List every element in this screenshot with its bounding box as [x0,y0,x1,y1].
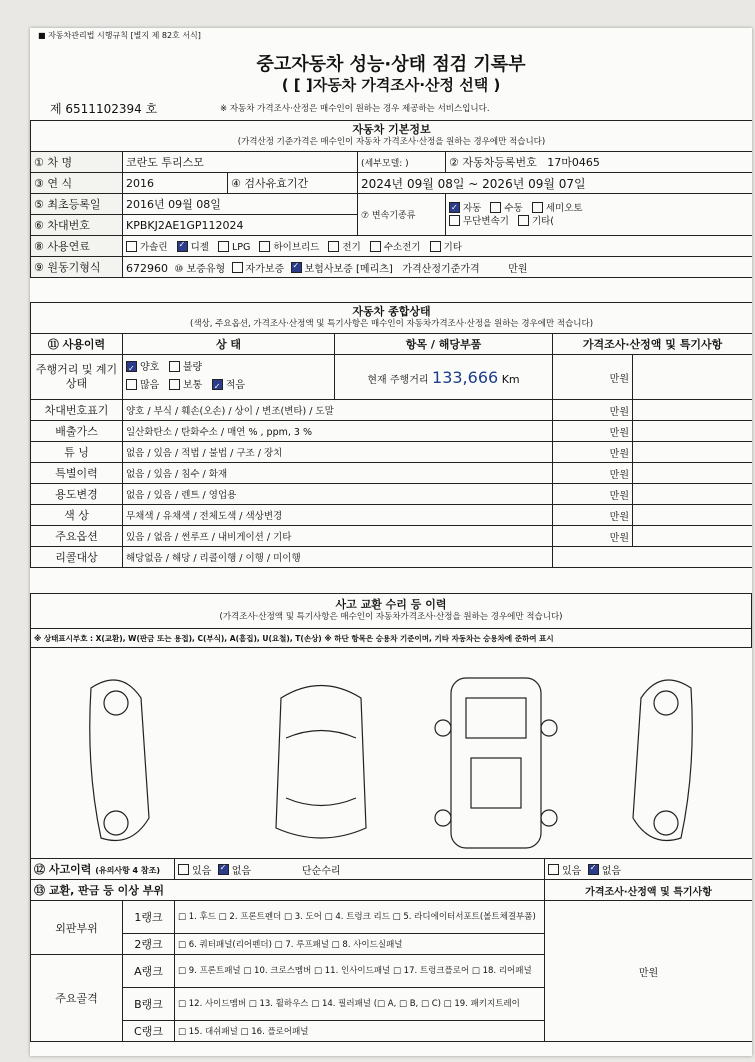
basic-section-header [31,121,753,152]
trans-auto-label: 자동 [463,202,482,214]
row-unit: 만원 [553,463,633,484]
rankA-label: A랭크 [123,955,175,988]
basic-section-title: 자동차 기본정보 [352,123,431,136]
row-label: 배출가스 [31,421,123,442]
price-base-label: 가격산정기준가격 [402,263,480,275]
transmission-options [446,194,753,236]
row-options: 해당없음 / 해당 / 리콜이행 / 이행 / 미이행 [123,547,553,568]
price-base-unit: 만원 [508,263,528,275]
simple-repair-options [545,859,752,880]
row-options: 없음 / 있음 / 침수 / 화재 [123,463,553,484]
rankC-items: □ 15. 대쉬패널 □ 16. 플로어패널 [175,1021,545,1042]
frame-label: 주요골격 [31,955,123,1042]
rankB-label: B랭크 [123,988,175,1021]
mileage-many-checkbox[interactable] [126,379,137,390]
mileage-value: 133,666 [432,367,499,387]
engine-label: ⑨ 원동기형식 [31,257,123,278]
row-label: 차대번호표기 [31,400,123,421]
fuel-option-label: 디젤 [190,242,209,253]
car-underbody-diagram [435,678,557,848]
fuel-option-label: 수소전기 [383,242,421,253]
mileage-good-checkbox[interactable] [126,361,137,372]
row-unit: 만원 [553,484,633,505]
exchange-price-col: 가격조사·산정액 및 특기사항 [545,880,752,901]
accident-yes-checkbox[interactable] [178,864,189,875]
row-unit: 만원 [553,400,633,421]
row-note [633,484,753,505]
repair-no-checkbox[interactable] [588,864,599,875]
fuel-option-label: 하이브리드 [273,242,320,253]
transmission-label: ⑦ 변속기종류 [358,194,446,236]
status-section-title: 자동차 종합상태 [352,305,431,318]
row-unit: 만원 [553,442,633,463]
trans-manual-checkbox[interactable] [490,202,501,213]
repair-yes-label: 있음 [562,865,582,877]
mileage-label: 주행거리 및 계기상태 [31,355,123,400]
year-label: ③ 연 식 [31,173,123,194]
fuel-label: ⑧ 사용연료 [31,236,123,257]
reg-no-label: ② 자동차등록번호 [449,156,537,169]
trans-other-label: 기타( [531,215,555,227]
row-options: 일산화탄소 / 탄화수소 / 매연 % , ppm, 3 % [123,421,553,442]
col-price: 가격조사·산정액 및 특기사항 [553,334,753,355]
mileage-note [633,355,753,400]
status-section-note: (색상, 주요옵션, 가격조사·산정액 및 특기사항은 매수인이 자동차가격조사·산정을 원하는 경우에만 적습니다) [190,319,594,329]
row-note [633,505,753,526]
fuel-checkbox[interactable] [126,241,137,252]
repair-no-label: 없음 [601,865,622,877]
trans-cvt-label: 무단변속기 [463,215,509,227]
car-diagrams [30,648,752,858]
accident-section-title: 사고 교환 수리 등 이력 [335,598,447,611]
row-note [633,526,753,547]
car-top-front-diagram [276,686,366,839]
mileage-bad-checkbox[interactable] [169,361,180,372]
row-label: 주요옵션 [31,526,123,547]
engine-warranty-cell [123,257,753,278]
vin-value: KPBKJ2AE1GP112024 [123,215,358,236]
mileage-price-unit: 만원 [553,355,633,400]
repair-yes-checkbox[interactable] [548,864,559,875]
row-unit: 만원 [553,526,633,547]
vin-label: ⑥ 차대번호 [31,215,123,236]
accident-no-label: 없음 [231,865,252,877]
warranty-ins-checkbox[interactable] [291,262,302,273]
form-reference: ■ 자동차관리법 시행규칙 [별지 제 82호 서식] [38,31,201,40]
reg-no-value: 17마0465 [547,156,600,169]
accident-section-header [31,594,752,629]
trans-auto-checkbox[interactable] [449,202,460,213]
mileage-normal-checkbox[interactable] [169,379,180,390]
detail-model: (세부모델: ) [358,152,446,173]
document-title: 중고자동차 성능·상태 점검 기록부 [256,54,526,75]
accident-history-label: ⑫ 사고이력 [34,863,92,876]
row-unit: 만원 [553,505,633,526]
trans-other-checkbox[interactable] [518,215,529,226]
row-options: 무채색 / 유채색 / 전체도색 / 색상변경 [123,505,553,526]
row-label: 특별이력 [31,463,123,484]
fuel-option-label: 전기 [342,242,361,253]
fuel-option-label: 가솔린 [140,242,168,253]
car-name-value: 코란도 투리스모 [123,152,358,173]
trans-cvt-checkbox[interactable] [449,215,460,226]
warranty-ins-label: 보험사보증 [304,263,353,275]
rank2-items: □ 6. 쿼터패널(리어펜더) □ 7. 루프패널 □ 8. 사이드실패널 [175,934,545,955]
warranty-label: ⑩ 보증유형 [174,263,226,275]
warranty-self-label: 자가보증 [245,263,285,275]
inspection-record-sheet [30,28,752,1056]
rank1-label: 1랭크 [123,901,175,934]
row-label: 색 상 [31,505,123,526]
accident-no-checkbox[interactable] [218,864,229,875]
row-note [633,400,753,421]
engine-value: 672960 [126,261,168,275]
fuel-checkbox[interactable] [430,241,441,252]
fuel-option-label: LPG [232,242,251,253]
warranty-self-checkbox[interactable] [232,262,243,273]
row-options: 양호 / 부식 / 훼손(오손) / 상이 / 변조(변타) / 도말 [123,400,553,421]
legend-text: ※ 상태표시부호 : X(교환), W(판금 또는 용접), C(부식), A(흠집), U(요철), T(손상) ※ 하단 항목은 승용차 기준이며, 기타 자동차는 승용차에 준하여 표시 [31,629,752,648]
fuel-checkbox[interactable] [218,241,229,252]
fuel-options [123,236,753,257]
rankB-items: □ 12. 사이드멤버 □ 13. 휠하우스 □ 14. 필러패널 (□ A, □ B, □ C) □ 19. 패키지트레이 [175,988,545,1021]
exchange-table [30,858,752,1042]
status-table [30,302,752,568]
inspection-value: 2024년 09월 08일 ~ 2026년 09월 07일 [358,173,753,194]
car-right-side-diagram [633,680,692,841]
service-notice: ※ 자동차 가격조사·산정은 매수인이 원하는 경우 제공하는 서비스입니다. [220,104,490,114]
warranty-company: [메리츠] [356,263,393,275]
rank1-items: □ 1. 후드 □ 2. 프론트펜더 □ 3. 도어 □ 4. 트렁크 리드 □ 5. 라디에이터서포트(볼트체결부품) [175,901,545,934]
fuel-checkbox[interactable] [177,241,188,252]
accident-history-note: (유의사항 4 참조) [95,866,161,875]
mileage-state-options: ✓양호 불량 많음 보통 ✓적음 [123,355,335,400]
basic-info-table [30,120,752,278]
exchange-price-unit: 만원 [545,901,752,1042]
rankC-label: C랭크 [123,1021,175,1042]
row-label: 튜 닝 [31,442,123,463]
document-number: 제 6511102394 호 [50,102,158,116]
trans-semi-label: 세미오토 [545,202,583,214]
outer-panel-label: 외판부위 [31,901,123,955]
col-state: 상 태 [123,334,335,355]
first-reg-label: ⑤ 최초등록일 [31,194,123,215]
car-name-label: ① 차 명 [31,152,123,173]
simple-repair-label: 단순수리 [301,865,341,877]
accident-section-note: (가격조사·산정액 및 특기사항은 매수인이 자동차가격조사·산정을 원하는 경우에만 적습니다) [219,612,563,622]
document-subtitle: ( [ ]자동차 가격조사·산정 선택 ) [281,76,501,94]
car-left-side-diagram [90,680,149,841]
fuel-checkbox[interactable] [259,241,270,252]
row-options: 없음 / 있음 / 렌트 / 영업용 [123,484,553,505]
accident-history-options [175,859,545,880]
trans-manual-label: 수동 [504,202,523,214]
row-unit: 만원 [553,421,633,442]
accident-header-table [30,593,752,648]
first-reg-value: 2016년 09월 08일 [123,194,358,215]
year-value: 2016 [123,173,228,194]
rankA-items: □ 9. 프론트패널 □ 10. 크로스멤버 □ 11. 인사이드패널 □ 17. 트렁크플로어 □ 18. 리어패널 [175,955,545,988]
fuel-checkbox[interactable] [370,241,381,252]
row-note [553,547,753,568]
status-section-header [31,303,753,334]
col-item: 항목 / 해당부품 [335,334,553,355]
mileage-text: 현재 주행거리 [367,374,429,386]
row-note [633,463,753,484]
fuel-checkbox[interactable] [328,241,339,252]
row-note [633,421,753,442]
row-options: 있음 / 없음 / 썬루프 / 내비게이션 / 기타 [123,526,553,547]
row-options: 없음 / 있음 / 적법 / 불법 / 구조 / 장치 [123,442,553,463]
exchange-label: ⑬ 교환, 판금 등 이상 부위 [31,880,545,901]
mileage-few-checkbox[interactable] [212,379,223,390]
inspection-label: ④ 검사유효기간 [228,173,358,194]
row-label: 용도변경 [31,484,123,505]
fuel-option-label: 기타 [443,242,462,253]
car-diagram-svg [31,648,752,858]
mileage-unit: Km [501,372,520,386]
basic-section-note: (가격산정 기준가격은 매수인이 자동차 가격조사·산정을 원하는 경우에만 적습니다) [237,137,546,147]
col-history: ⑪ 사용이력 [31,334,123,355]
row-note [633,442,753,463]
row-label: 리콜대상 [31,547,123,568]
rank2-label: 2랭크 [123,934,175,955]
trans-semi-checkbox[interactable] [532,202,543,213]
accident-yes-label: 있음 [192,865,212,877]
